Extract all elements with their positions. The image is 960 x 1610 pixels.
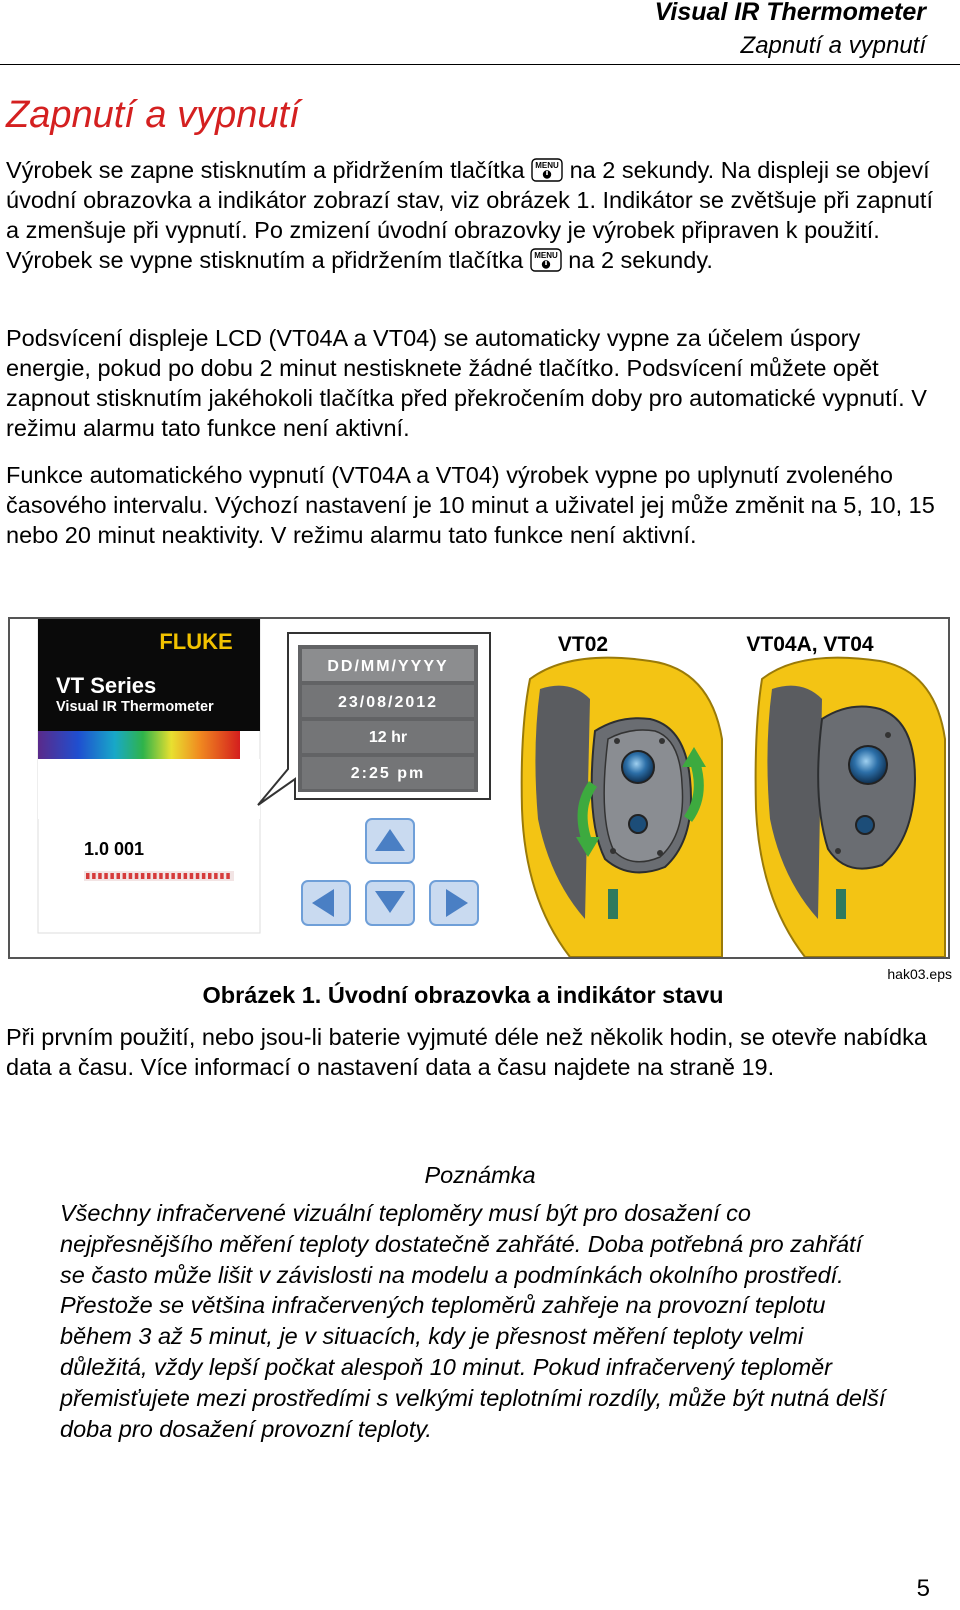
- splash-brand: FLUKE: [159, 629, 233, 654]
- indicator-segment: [92, 873, 96, 879]
- note-title: [0, 1162, 960, 1189]
- nav-left-button[interactable]: [302, 881, 350, 925]
- indicator-segment: [184, 873, 188, 879]
- figure-caption: [0, 982, 960, 1009]
- indicator-segment: [220, 873, 224, 879]
- paragraph-power-part2: na 2 sekundy. Na displeji se objeví úvodní obrazovka a indikátor zobrazí stav, viz obrázek 1. Indikátor se zvětšuje při zapnutí a zmenšuje při vypnutí. Po zmizení úvodní obrazovky je výrobek připraven k použití. Výrobek se vypne stisknutím a přidržením tlačítka: [6, 157, 933, 273]
- indicator-segment: [190, 873, 194, 879]
- nav-right-button[interactable]: [430, 881, 478, 925]
- menu-button-icon: [531, 158, 563, 182]
- figure-file-id: hak03.eps: [887, 966, 952, 982]
- figure-caption-text: Obrázek 1. Úvodní obrazovka a indikátor stavu: [202, 982, 724, 1008]
- indicator-segment: [141, 873, 145, 879]
- header-title: Visual IR Thermometer: [654, 0, 926, 26]
- sensor-icon: [856, 816, 874, 834]
- note-text: Všechny infračervené vizuální teploměry musí být pro dosažení co nejpřesnějšího měření teploty dostatečně zahřáté. Doba potřebná pro zahřátí se často může lišit v závislosti na modelu a podmínkách okolního prostředí. Přestože se většina infračervených teploměrů zahřeje na provozní teplotu během 3 až 5 minut, je v situacích, kdy je přesnost měření teploty velmi důležitá, vždy lepší počkat alespoň 10 minut. Pokud infračervený teploměr přemisťujete mezi prostředími s velkými teplotními rozdíly, může být nutná delší doba pro dosažení provozní teploty.: [60, 1200, 886, 1442]
- indicator-segment: [202, 873, 206, 879]
- indicator-segment: [86, 873, 90, 879]
- date-value-row: 23/08/2012: [337, 694, 439, 711]
- nav-buttons: [302, 819, 478, 925]
- splash-screen: [38, 619, 260, 933]
- device-vt02: [522, 658, 722, 957]
- header-subtitle: Zapnutí a vypnutí: [740, 32, 926, 59]
- model-label-vt02: VT02: [557, 633, 609, 656]
- lens-icon: [622, 751, 654, 783]
- indicator-segment: [135, 873, 139, 879]
- paragraph-power: [6, 155, 941, 275]
- paragraph-power-part1: Výrobek se zapne stisknutím a přidržením tlačítka: [6, 157, 525, 183]
- indicator-segment: [196, 873, 200, 879]
- model-label-vt04: VT04A, VT04: [746, 633, 874, 656]
- device-vt04: [756, 658, 945, 957]
- status-indicator-bar: [84, 871, 234, 881]
- indicator-segment: [98, 873, 102, 879]
- indicator-segment: [214, 873, 218, 879]
- date-format-row: DD/MM/YYYY: [327, 658, 449, 675]
- page-number: 5: [916, 1575, 930, 1602]
- paragraph-power-part3: na 2 sekundy.: [568, 247, 713, 273]
- paragraph-auto-off: Funkce automatického vypnutí (VT04A a VT04) výrobek vypne po uplynutí zvoleného časového intervalu. Výchozí nastavení je 10 minut a uživatel jej může změnit na 5, 10, 15 nebo 20 minut neaktivity. V režimu alarmu tato funkce není aktivní.: [6, 462, 935, 548]
- sensor-icon: [629, 815, 647, 833]
- time-value-row: 2:25 pm: [350, 765, 426, 782]
- lens-icon: [849, 746, 887, 784]
- splash-series: VT Series: [56, 673, 157, 698]
- header-rule: [0, 64, 960, 65]
- splash-product: Visual IR Thermometer: [56, 699, 214, 715]
- indicator-segment: [147, 873, 151, 879]
- splash-version: 1.0 001: [84, 839, 145, 859]
- paragraph-backlight: Podsvícení displeje LCD (VT04A a VT04) se automaticky vypne za účelem úspory energie, pokud po dobu 2 minut nestisknete žádné tlačítko. Podsvícení můžete opět zapnout stisknutím jakéhokoli tlačítka před překročením doby pro automatické vypnutí. V režimu alarmu tato funkce není aktivní.: [6, 325, 927, 441]
- indicator-segment: [165, 873, 169, 879]
- indicator-segment: [129, 873, 133, 879]
- nav-down-button[interactable]: [366, 881, 414, 925]
- figure-illustration: [10, 619, 948, 957]
- hour-mode-row: 12 hr: [368, 729, 408, 746]
- datetime-panel: [258, 633, 490, 805]
- indicator-segment: [104, 873, 108, 879]
- indicator-segment: [110, 873, 114, 879]
- indicator-segment: [159, 873, 163, 879]
- menu-key-label: MENU: [533, 250, 558, 260]
- menu-button-icon: [530, 248, 562, 272]
- note-title-text: Poznámka: [424, 1162, 536, 1188]
- paragraph-first-use: Při prvním použití, nebo jsou-li baterie vyjmuté déle než několik hodin, se otevře nabídka data a času. Více informací o nastavení data a času najdete na straně 19.: [6, 1024, 927, 1080]
- indicator-segment: [208, 873, 212, 879]
- indicator-segment: [117, 873, 121, 879]
- menu-key-label: MENU: [535, 160, 559, 170]
- indicator-segment: [153, 873, 157, 879]
- indicator-segment: [226, 873, 230, 879]
- section-heading: Zapnutí a vypnutí: [6, 94, 300, 136]
- indicator-segment: [178, 873, 182, 879]
- indicator-segment: [123, 873, 127, 879]
- indicator-segment: [171, 873, 175, 879]
- figure-1: [8, 617, 950, 959]
- nav-up-button[interactable]: [366, 819, 414, 863]
